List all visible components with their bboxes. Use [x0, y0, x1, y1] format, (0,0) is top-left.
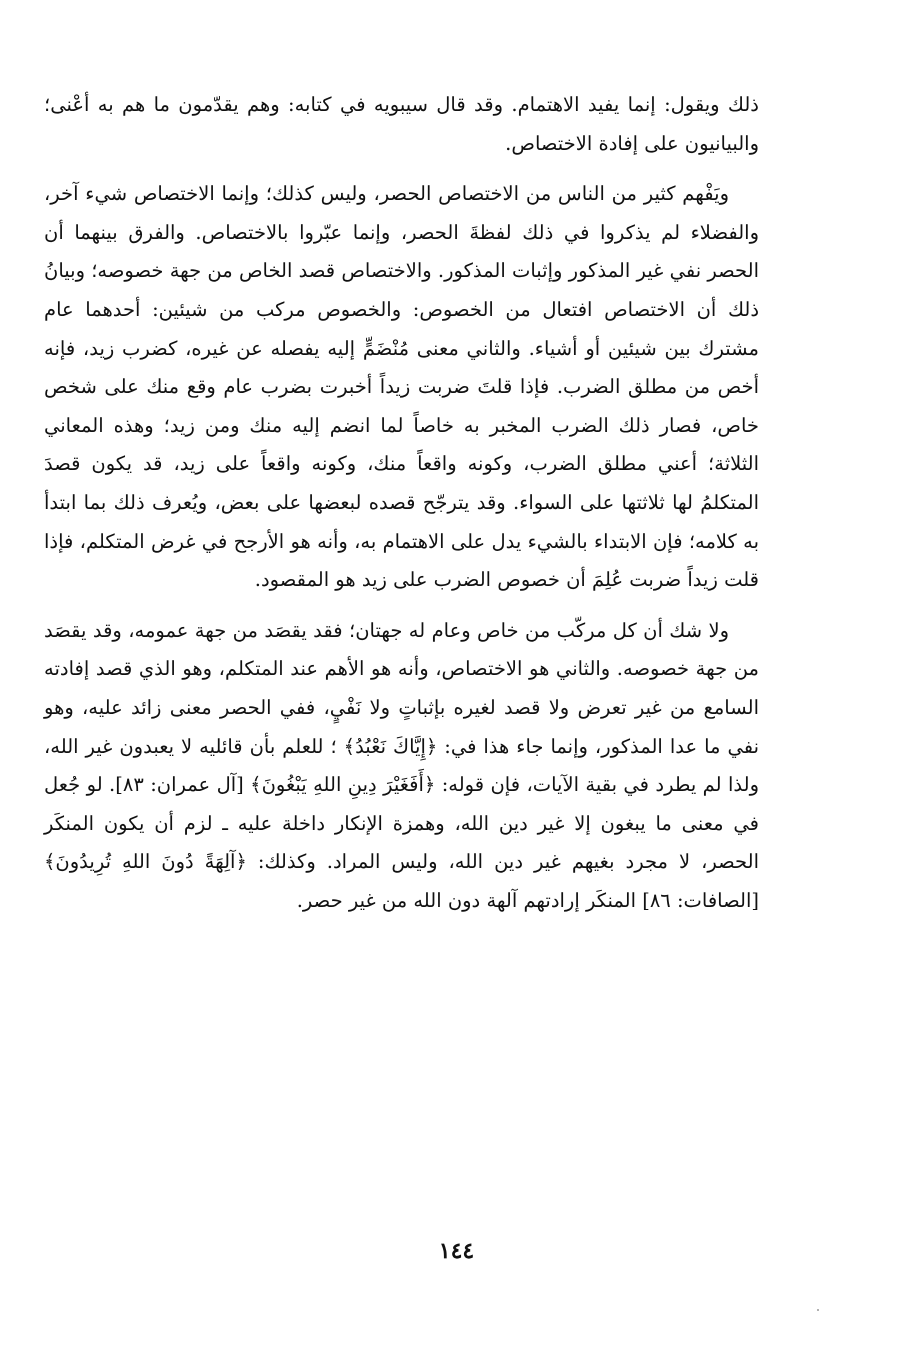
body-text: [44, 86, 759, 932]
paragraph-continuation: ذلك ويقول: إنما يفيد الاهتمام. وقد قال سيبويه في كتابه: وهم يقدّمون ما هم به أعْنى؛ والبيانيون على إفادة الاختصاص.: [44, 93, 759, 155]
paragraph-specialization: ويَفْهم كثير من الناس من الاختصاص الحصر، وليس كذلك؛ وإنما الاختصاص شيء آخر، والفضلاء لم يذكروا في ذلك لفظةَ الحصر، وإنما عبّروا بالاختصاص. والفرق بينهما أن الحصر نفي غير المذكور وإثبات المذكور. والاختصاص قصد الخاص من جهة خصوصه؛ وبيانُ ذلك أن الاختصاص افتعال من الخصوص: والخصوص مركب من شيئين: أحدهما عام مشترك بين شيئين أو أشياء. والثاني معنى مُنْضَمٍّ إليه يفصله عن غيره، كضرب زيد، فإنه أخص من مطلق الضرب. فإذا قلتَ ضربت زيداً أخبرت بضرب عام وقع منك على شخص خاص، فصار ذلك الضرب المخبر به خاصاً لما انضم إليه منك ومن زيد؛ وهذه المعاني الثلاثة؛ أعني مطلق الضرب، وكونه واقعاً منك، وكونه واقعاً على زيد، قد يكون قصدَ المتكلمُ لها ثلاثتها على السواء. وقد يترجّح قصده لبعضها على بعض، ويُعرف ذلك بما ابتدأ به كلامه؛ فإن الابتداء بالشيء يدل على الاهتمام به، وأنه هو الأرجح في غرض المتكلم، فإذا قلت زيداً ضربت عُلِمَ أن خصوص الضرب على زيد هو المقصود.: [44, 182, 759, 592]
paragraph-compound: ولا شك أن كل مركّب من خاص وعام له جهتان؛ فقد يقصَد من جهة عمومه، وقد يقصَد من جهة خصوصه. والثاني هو الاختصاص، وأنه هو الأهم عند المتكلم، وهو الذي قصد إفادته السامع من غير تعرض ولا قصد لغيره بإثباتٍ ولا نَفْيٍ، ففي الحصر معنى زائد عليه، وهو نفي ما عدا المذكور، وإنما جاء هذا في: ﴿إِيَّاكَ نَعْبُدُ﴾ ؛ للعلم بأن قائليه لا يعبدون غير الله، ولذا لم يطرد في بقية الآيات، فإن قوله: ﴿أَفَغَيْرَ دِينِ اللهِ يَبْغُونَ﴾ [آل عمران: ٨٣]. لو جُعل في معنى ما يبغون إلا غير دين الله، وهمزة الإنكار داخلة عليه ـ لزم أن يكون المنكَر الحصر، لا مجرد بغيهم غير دين الله، وليس المراد. وكذلك: ﴿آلِهَةً دُونَ اللهِ تُرِيدُونَ﴾ [الصافات: ٨٦] المنكَر إرادتهم آلهة دون الله من غير حصر.: [44, 618, 759, 912]
page-number: ١٤٤: [438, 1238, 475, 1264]
scan-speck: [817, 1309, 819, 1311]
